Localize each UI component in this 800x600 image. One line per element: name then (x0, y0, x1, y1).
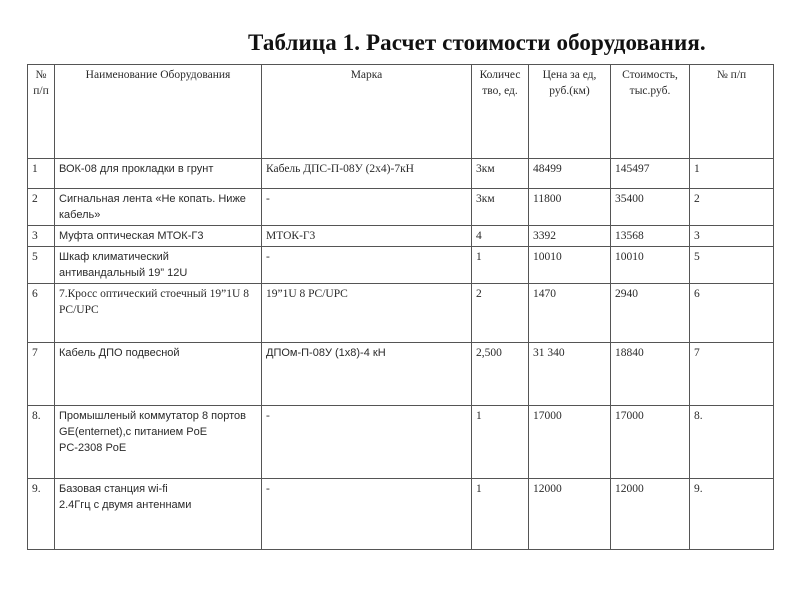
cell-qty: 1 (472, 406, 529, 479)
cell-name: Муфта оптическая МТОК-Г3 (55, 226, 262, 247)
header-price: Цена за ед, руб.(км) (529, 65, 611, 159)
table-row (28, 226, 774, 247)
cell-num2: 3 (690, 226, 774, 247)
cell-num: 9. (28, 479, 55, 550)
cell-brand: Кабель ДПС-П-08У (2х4)-7кН (262, 159, 472, 189)
cell-name: Шкаф климатический антивандальный 19” 12U (55, 247, 262, 284)
cell-price: 3392 (529, 226, 611, 247)
cell-price: 10010 (529, 247, 611, 284)
cell-price: 12000 (529, 479, 611, 550)
cell-cost: 10010 (611, 247, 690, 284)
cell-num: 1 (28, 159, 55, 189)
cell-price: 1470 (529, 284, 611, 343)
cell-price: 17000 (529, 406, 611, 479)
header-name: Наименование Оборудования (55, 65, 262, 159)
cell-name: Промышленый коммутатор 8 портов GE(enternet),с питанием PoE PC-2308 PoE (55, 406, 262, 479)
cell-cost: 35400 (611, 189, 690, 226)
cell-cost: 17000 (611, 406, 690, 479)
cell-num2: 9. (690, 479, 774, 550)
cell-num2: 6 (690, 284, 774, 343)
cell-price: 31 340 (529, 343, 611, 406)
table-row (28, 247, 774, 284)
cell-num2: 1 (690, 159, 774, 189)
cell-qty: 3км (472, 159, 529, 189)
cell-qty: 2 (472, 284, 529, 343)
cell-qty: 1 (472, 247, 529, 284)
cell-qty: 1 (472, 479, 529, 550)
cell-name: Сигнальная лента «Не копать. Ниже кабель» (55, 189, 262, 226)
equipment-cost-table (27, 64, 774, 550)
cell-name: ВОК-08 для прокладки в грунт (55, 159, 262, 189)
cell-cost: 145497 (611, 159, 690, 189)
cell-num: 3 (28, 226, 55, 247)
cell-num: 6 (28, 284, 55, 343)
cell-num: 2 (28, 189, 55, 226)
cell-num2: 2 (690, 189, 774, 226)
header-brand: Марка (262, 65, 472, 159)
cell-num2: 8. (690, 406, 774, 479)
cell-price: 48499 (529, 159, 611, 189)
cell-cost: 12000 (611, 479, 690, 550)
cell-qty: 2,500 (472, 343, 529, 406)
table-row (28, 479, 774, 550)
header-num: № п/п (28, 65, 55, 159)
cell-brand: - (262, 479, 472, 550)
cell-brand: - (262, 189, 472, 226)
table-row (28, 159, 774, 189)
header-num2: № п/п (690, 65, 774, 159)
header-qty: Количес тво, ед. (472, 65, 529, 159)
table-row (28, 189, 774, 226)
cell-qty: 3км (472, 189, 529, 226)
cell-cost: 2940 (611, 284, 690, 343)
cell-brand: 19”1U 8 PC/UPC (262, 284, 472, 343)
cell-num2: 7 (690, 343, 774, 406)
cell-num: 5 (28, 247, 55, 284)
cell-qty: 4 (472, 226, 529, 247)
table-row (28, 343, 774, 406)
cell-cost: 13568 (611, 226, 690, 247)
table-row (28, 284, 774, 343)
cell-price: 11800 (529, 189, 611, 226)
cell-brand: ДПОм-П-08У (1х8)-4 кН (262, 343, 472, 406)
cell-brand: МТОК-Г3 (262, 226, 472, 247)
cell-name: 7.Кросс оптический стоечный 19”1U 8 PC/UPC (55, 284, 262, 343)
cell-name: Кабель ДПО подвесной (55, 343, 262, 406)
cell-name: Базовая станция wi-fi 2.4Ггц с двумя антеннами (55, 479, 262, 550)
table-header-row (28, 65, 774, 159)
cell-num2: 5 (690, 247, 774, 284)
cell-cost: 18840 (611, 343, 690, 406)
cell-brand: - (262, 247, 472, 284)
table-title: Таблица 1. Расчет стоимости оборудования. (248, 30, 706, 55)
cell-num: 7 (28, 343, 55, 406)
cell-num: 8. (28, 406, 55, 479)
cell-brand: - (262, 406, 472, 479)
table-row (28, 406, 774, 479)
header-cost: Стоимость, тыс.руб. (611, 65, 690, 159)
